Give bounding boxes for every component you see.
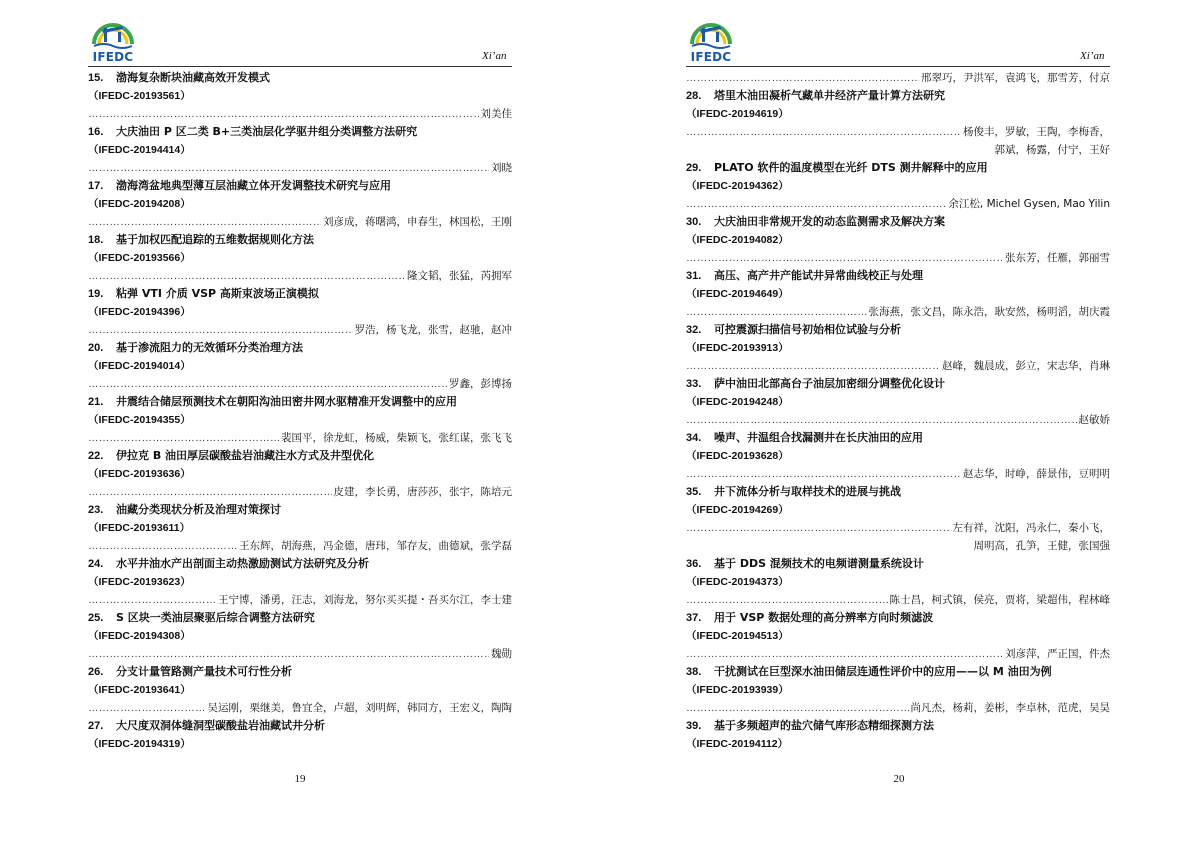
leader-dots xyxy=(88,483,332,501)
entry-number: 32. xyxy=(686,324,702,336)
entry-authors xyxy=(686,519,1110,537)
entry-authors xyxy=(686,465,1110,483)
entry-authors xyxy=(686,591,1110,609)
leader-dots xyxy=(88,699,206,717)
entry-title-text: 大尺度双洞体缝洞型碳酸盐岩油藏试井分析 xyxy=(116,719,325,732)
entry-list-right xyxy=(686,69,1110,753)
author-names: 余江松, Michel Gysen, Mao Yilin xyxy=(948,198,1110,210)
author-names: 邢翠巧，尹洪军，袁鸿飞，那雪芳，付京 xyxy=(921,72,1110,84)
entry-authors xyxy=(686,195,1110,213)
entry-authors xyxy=(88,267,512,285)
entry-authors xyxy=(88,105,512,123)
entry-title-text: 水平井油水产出剖面主动热激励测试方法研究及分析 xyxy=(116,557,369,570)
entry-authors-continued: 周明高，孔笋，王健，张国强 xyxy=(973,540,1110,552)
entry-code: （IFEDC-20194112） xyxy=(686,738,789,750)
author-names: 刘晓 xyxy=(491,162,512,174)
author-names: 赵峰，魏晨成，彭立，宋志华，肖琳 xyxy=(942,360,1110,372)
author-names: 杨俊丰，罗敏，王陶，李梅香， xyxy=(963,126,1110,138)
entry-authors xyxy=(686,303,1110,321)
header-location: Xi’an xyxy=(1080,50,1105,62)
entry-number: 29. xyxy=(686,162,702,174)
entry-code: （IFEDC-20193623） xyxy=(88,576,191,588)
entry-title xyxy=(686,267,1110,285)
entry-code: （IFEDC-20194248） xyxy=(686,396,789,408)
leader-dots xyxy=(686,357,940,375)
logo-emblem-icon xyxy=(686,16,736,52)
leader-dots xyxy=(88,375,447,393)
entry-code: （IFEDC-20194414） xyxy=(88,144,191,156)
entry-code: （IFEDC-20194319） xyxy=(88,738,191,750)
entry-title xyxy=(88,555,512,573)
entry-title xyxy=(686,87,1110,105)
author-names: 张东芳，任雁，郭丽雪 xyxy=(1005,252,1110,264)
entry-title-text: 井震结合储层预测技术在朝阳沟油田密井网水驱精准开发调整中的应用 xyxy=(116,395,457,408)
entry-authors xyxy=(88,429,512,447)
author-names: 刘美佳 xyxy=(480,108,512,120)
entry-title-text: 分支计量管路测产量技术可行性分析 xyxy=(116,665,292,678)
entry-number: 22. xyxy=(88,450,104,462)
author-names: 罗鑫，彭博扬 xyxy=(449,378,512,390)
author-names: 赵志华，时峥，薛景伟，豆明明 xyxy=(963,468,1110,480)
entry-number: 16. xyxy=(88,126,104,138)
entry-number: 39. xyxy=(686,720,702,732)
entry-number: 24. xyxy=(88,558,104,570)
leader-dots xyxy=(88,105,479,123)
author-names: 尚凡杰，杨莉，姜彬，李卓林，范虎，吴昊 xyxy=(910,702,1110,714)
entry-number: 23. xyxy=(88,504,104,516)
author-names: 刘彦萍，严正国，件杰 xyxy=(1005,648,1110,660)
author-names: 裴国平，徐龙虹，杨威，柴颖飞，张红谋，张飞飞 xyxy=(281,432,512,444)
entry-title xyxy=(88,339,512,357)
entry-code: （IFEDC-20193611） xyxy=(88,522,191,534)
entry-code: （IFEDC-20194619） xyxy=(686,108,789,120)
leader-dots xyxy=(686,519,951,537)
leader-dots xyxy=(686,123,961,141)
leader-dots xyxy=(88,213,321,231)
entry-title-text: 高压、高产井产能试井异常曲线校正与处理 xyxy=(714,269,923,282)
entry-title-text: 粘弹 VTI 介质 VSP 高斯束波场正演模拟 xyxy=(116,287,319,300)
entry-code: （IFEDC-20194269） xyxy=(686,504,789,516)
logo-emblem-icon xyxy=(88,16,138,52)
ifedc-logo xyxy=(88,16,138,64)
entry-authors xyxy=(88,321,512,339)
entry-authors xyxy=(686,249,1110,267)
entry-authors xyxy=(88,537,512,555)
entry-title xyxy=(686,321,1110,339)
entry-title-text: 萨中油田北部高台子油层加密细分调整优化设计 xyxy=(714,377,945,390)
entry-title-text: 用于 VSP 数据处理的高分辨率方向时频滤波 xyxy=(714,611,934,624)
leader-dots xyxy=(686,465,961,483)
header-rule xyxy=(88,66,512,67)
entry-authors xyxy=(88,375,512,393)
entry-code: （IFEDC-20193566） xyxy=(88,252,191,264)
entry-title xyxy=(88,393,512,411)
entry-authors xyxy=(686,645,1110,663)
author-names: 左有祥，沈阳，冯永仁，秦小飞， xyxy=(952,522,1110,534)
entry-title xyxy=(686,429,1110,447)
entry-authors xyxy=(686,123,1110,141)
entry-code: （IFEDC-20194396） xyxy=(88,306,191,318)
entry-number: 26. xyxy=(88,666,104,678)
header-location: Xi’an xyxy=(482,50,507,62)
entry-authors xyxy=(686,699,1110,717)
author-names: 魏勋 xyxy=(491,648,512,660)
entry-title xyxy=(88,501,512,519)
entry-title xyxy=(88,231,512,249)
leader-dots xyxy=(686,249,1003,267)
entry-title xyxy=(686,159,1110,177)
entry-number: 33. xyxy=(686,378,702,390)
entry-title xyxy=(686,555,1110,573)
entry-code: （IFEDC-20194649） xyxy=(686,288,789,300)
entry-authors xyxy=(686,411,1110,429)
leader-dots xyxy=(686,195,946,213)
entry-number: 21. xyxy=(88,396,104,408)
entry-title-text: 渤海湾盆地典型薄互层油藏立体开发调整技术研究与应用 xyxy=(116,179,391,192)
entry-title xyxy=(686,609,1110,627)
entry-authors xyxy=(88,645,512,663)
entry-title xyxy=(686,375,1110,393)
leader-dots xyxy=(686,69,919,87)
entry-code: （IFEDC-20193913） xyxy=(686,342,789,354)
entry-title xyxy=(686,663,1110,681)
entry-title-text: PLATO 软件的温度模型在光纤 DTS 测井解释中的应用 xyxy=(714,161,988,174)
entry-title xyxy=(88,285,512,303)
author-names: 王东辉，胡海燕，冯金德，唐玮，邹存友，曲德斌，张学磊 xyxy=(239,540,512,552)
entry-title-text: 干扰测试在巨型深水油田储层连通性评价中的应用——以 M 油田为例 xyxy=(714,665,1052,678)
entry-authors xyxy=(88,591,512,609)
leader-dots xyxy=(686,699,909,717)
entry-number: 20. xyxy=(88,342,104,354)
entry-title-text: 伊拉克 B 油田厚层碳酸盐岩油藏注水方式及井型优化 xyxy=(116,449,375,462)
entry-title-text: 大庆油田 P 区二类 B+三类油层化学驱井组分类调整方法研究 xyxy=(116,125,418,138)
logo-text: IFEDC xyxy=(92,50,134,64)
entry-number: 37. xyxy=(686,612,702,624)
entry-title-text: 井下流体分析与取样技术的进展与挑战 xyxy=(714,485,901,498)
author-names: 隆文韬，张猛，芮拥军 xyxy=(407,270,512,282)
entry-title-text: 可控震源扫描信号初始相位试验与分析 xyxy=(714,323,901,336)
page-number: 20 xyxy=(893,773,905,785)
entry-number: 35. xyxy=(686,486,702,498)
page-right xyxy=(596,0,1192,842)
leader-dots xyxy=(686,303,867,321)
header-rule xyxy=(686,66,1110,67)
entry-authors xyxy=(88,483,512,501)
entry-title xyxy=(88,717,512,735)
entry-number: 38. xyxy=(686,666,702,678)
author-names: 皮建，李长勇，唐莎莎，张宇，陈培元 xyxy=(333,486,512,498)
entry-code: （IFEDC-20194373） xyxy=(686,576,789,588)
leader-dots xyxy=(686,411,1077,429)
ifedc-logo xyxy=(686,16,736,64)
entry-title-text: 塔里木油田凝析气藏单井经济产量计算方法研究 xyxy=(714,89,945,102)
entry-authors xyxy=(88,159,512,177)
entry-title xyxy=(686,213,1110,231)
entry-title-text: 大庆油田非常规开发的动态监测需求及解决方案 xyxy=(714,215,945,228)
entry-title xyxy=(686,717,1110,735)
entry-number: 28. xyxy=(686,90,702,102)
entry-title-text: 基于多频超声的盐穴储气库形态精细探测方法 xyxy=(714,719,934,732)
leader-dots xyxy=(88,267,405,285)
entry-title xyxy=(88,447,512,465)
leader-dots xyxy=(88,159,489,177)
entry-title xyxy=(686,483,1110,501)
entry-code: （IFEDC-20194513） xyxy=(686,630,789,642)
author-names: 赵敏娇 xyxy=(1078,414,1110,426)
entry-code: （IFEDC-20194082） xyxy=(686,234,789,246)
entry-title xyxy=(88,69,512,87)
entry-code: （IFEDC-20193641） xyxy=(88,684,191,696)
leader-dots xyxy=(686,591,888,609)
leader-dots xyxy=(88,429,279,447)
leader-dots xyxy=(88,537,237,555)
entry-code: （IFEDC-20193628） xyxy=(686,450,789,462)
author-names: 罗浩，杨飞龙，张雪，赵驰，赵冲 xyxy=(354,324,512,336)
entry-title-text: 噪声、井温组合找漏测井在长庆油田的应用 xyxy=(714,431,923,444)
entry-code: （IFEDC-20194362） xyxy=(686,180,789,192)
entry-title xyxy=(88,663,512,681)
entry-authors xyxy=(88,699,512,717)
leader-dots xyxy=(686,645,1003,663)
entry-number: 25. xyxy=(88,612,104,624)
entry-authors xyxy=(686,357,1110,375)
author-names: 张海燕，张文昌，陈永浩，耿安然，杨明滔，胡庆霞 xyxy=(868,306,1110,318)
entry-title-text: 基于 DDS 混频技术的电频谱测量系统设计 xyxy=(714,557,924,570)
logo-text: IFEDC xyxy=(690,50,732,64)
entry-authors xyxy=(88,213,512,231)
entry-title-text: 基于渗流阻力的无效循环分类治理方法 xyxy=(116,341,303,354)
entry-number: 31. xyxy=(686,270,702,282)
entry-code: （IFEDC-20194308） xyxy=(88,630,191,642)
entry-title xyxy=(88,609,512,627)
entry-code: （IFEDC-20194014） xyxy=(88,360,191,372)
entry-number: 17. xyxy=(88,180,104,192)
entry-title-text: 渤海复杂断块油藏高效开发模式 xyxy=(116,71,270,84)
entry-number: 15. xyxy=(88,72,104,84)
author-names: 刘彦成，蒋曙鸿，申春生，林国松，王刚 xyxy=(323,216,512,228)
author-names: 吴运刚，栗继美，鲁宜全，卢超，刘明辉，韩同方，王宏义，陶陶 xyxy=(207,702,512,714)
entry-list-left xyxy=(88,69,512,753)
entry-title-text: S 区块一类油层聚驱后综合调整方法研究 xyxy=(116,611,315,624)
entry-code: （IFEDC-20194208） xyxy=(88,198,191,210)
entry-number: 30. xyxy=(686,216,702,228)
entry-authors-continued: 郭斌，杨露，付宁，王好 xyxy=(994,144,1110,156)
entry-code: （IFEDC-20193939） xyxy=(686,684,789,696)
entry-authors xyxy=(686,69,1110,87)
entry-code: （IFEDC-20193636） xyxy=(88,468,191,480)
entry-code: （IFEDC-20193561） xyxy=(88,90,191,102)
leader-dots xyxy=(88,591,216,609)
entry-title xyxy=(88,123,512,141)
author-names: 陈士昌，柯式镇，侯亮，贾将，梁超伟，程林峰 xyxy=(889,594,1110,606)
entry-code: （IFEDC-20194355） xyxy=(88,414,191,426)
leader-dots xyxy=(88,321,353,339)
page-number: 19 xyxy=(294,773,306,785)
entry-number: 34. xyxy=(686,432,702,444)
author-names: 王宁博，潘勇，汪志，刘海龙，努尔买买提・吾买尔江，李士建 xyxy=(218,594,512,606)
leader-dots xyxy=(88,645,489,663)
entry-number: 27. xyxy=(88,720,104,732)
entry-title xyxy=(88,177,512,195)
entry-title-text: 油藏分类现状分析及治理对策探讨 xyxy=(116,503,281,516)
entry-title-text: 基于加权匹配追踪的五维数据规则化方法 xyxy=(116,233,314,246)
entry-number: 36. xyxy=(686,558,702,570)
entry-number: 18. xyxy=(88,234,104,246)
entry-number: 19. xyxy=(88,288,104,300)
